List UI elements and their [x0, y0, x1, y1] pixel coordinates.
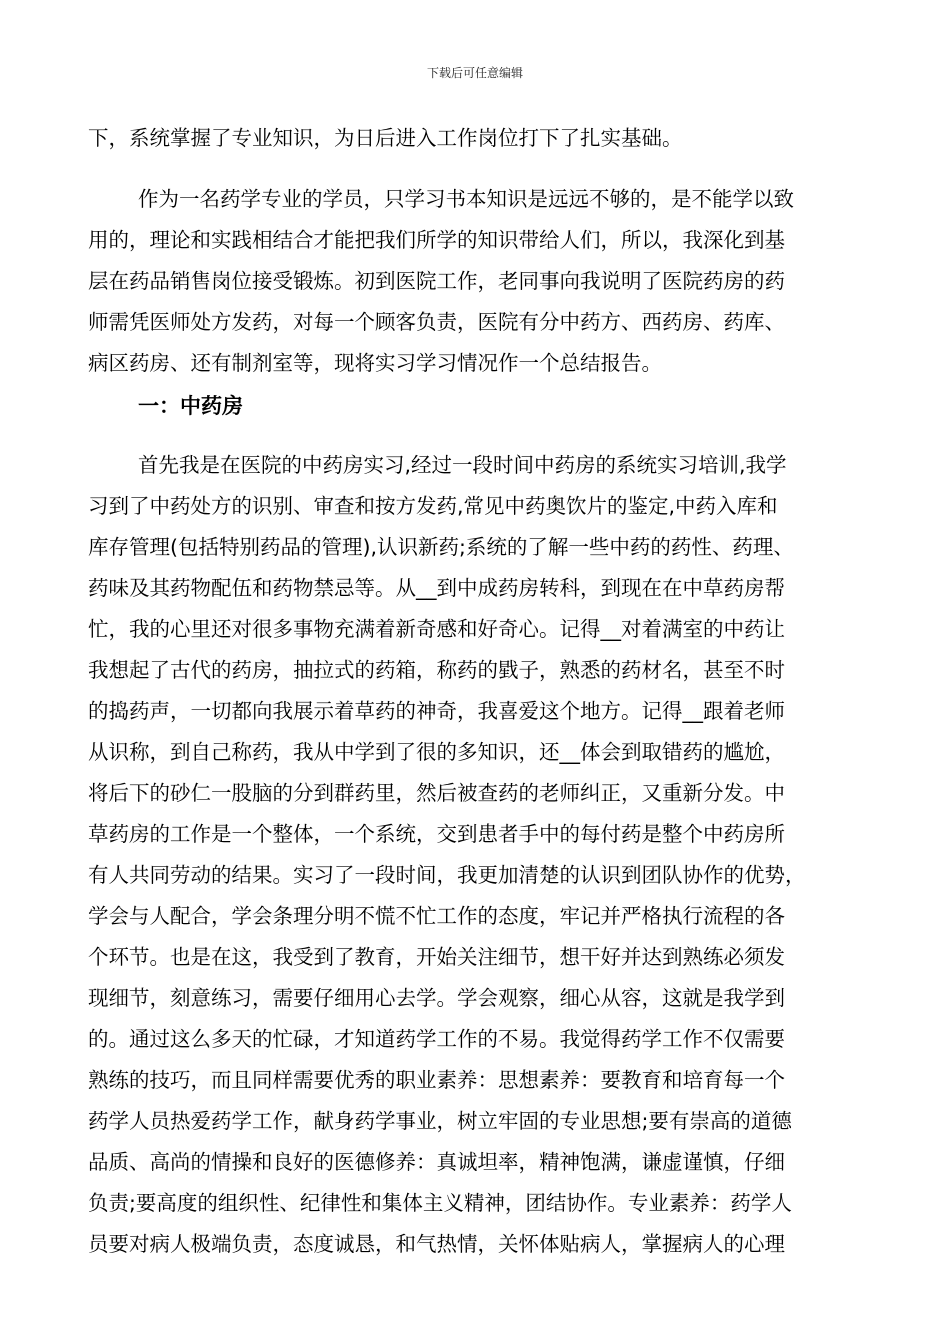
text-line: 熟练的技巧，而且同样需要优秀的职业素养：思想素养：要教育和培育每一个 — [88, 1068, 785, 1092]
text-line: 有人共同劳动的结果。实习了一段时间，我更加清楚的认识到团队协作的优势， — [88, 863, 806, 887]
text-line: 现细节，刻意练习，需要仔细用心去学。学会观察，细心从容，这就是我学到 — [88, 986, 785, 1010]
text-line: 员要对病人极端负责，态度诚恳，和气热情，关怀体贴病人，掌握病人的心理 — [88, 1232, 785, 1256]
text-line: 的。通过这么多天的忙碌，才知道药学工作的不易。我觉得药学工作不仅需要 — [88, 1027, 785, 1051]
text-line: 师需凭医师处方发药，对每一个顾客负责，医院有分中药方、西药房、药库、 — [88, 310, 785, 334]
text-line: 药学人员热爱药学工作，献身药学事业，树立牢固的专业思想;要有崇高的道德 — [88, 1109, 792, 1133]
text-line: 学会与人配合，学会条理分明不慌不忙工作的态度，牢记并严格执行流程的各 — [88, 904, 785, 928]
header-note: 下载后可任意编辑 — [426, 66, 523, 80]
section-heading: 一：中药房 — [138, 394, 243, 418]
text-line: 草药房的工作是一个整体，一个系统，交到患者手中的每付药是整个中药房所 — [88, 822, 785, 846]
text-line: 负责;要高度的组织性、纪律性和集体主义精神，团结协作。专业素养：药学人 — [88, 1191, 792, 1215]
text-line: 下，系统掌握了专业知识，为日后进入工作岗位打下了扎实基础。 — [88, 126, 683, 150]
text-line: 忙，我的心里还对很多事物充满着新奇感和好奇心。记得__对着满室的中药让 — [88, 617, 785, 641]
text-line: 药味及其药物配伍和药物禁忌等。从__到中成药房转科，到现在在中草药房帮 — [88, 576, 785, 600]
text-line: 的捣药声，一切都向我展示着草药的神奇，我喜爱这个地方。记得__跟着老师 — [88, 699, 785, 723]
text-line: 从识称，到自己称药，我从中学到了很的多知识，还__体会到取错药的尴尬， — [88, 740, 785, 764]
text-line: 将后下的砂仁一股脑的分到群药里，然后被查药的老师纠正，又重新分发。中 — [88, 781, 785, 805]
text-line: 个环节。也是在这，我受到了教育，开始关注细节，想干好并达到熟练必须发 — [88, 945, 785, 969]
text-line: 品质、高尚的情操和良好的医德修养：真诚坦率，精神饱满，谦虚谨慎，仔细 — [88, 1150, 785, 1174]
text-line: 作为一名药学专业的学员，只学习书本知识是远远不够的，是不能学以致 — [138, 187, 794, 211]
text-line: 层在药品销售岗位接受锻炼。初到医院工作，老同事向我说明了医院药房的药 — [88, 269, 785, 293]
text-line: 首先我是在医院的中药房实习,经过一段时间中药房的系统实习培训,我学 — [138, 453, 787, 477]
text-line: 我想起了古代的药房，抽拉式的药箱，称药的戥子，熟悉的药材名，甚至不时 — [88, 658, 785, 682]
text-line: 库存管理(包括特别药品的管理),认识新药;系统的了解一些中药的药性、药理、 — [88, 535, 794, 559]
text-line: 病区药房、还有制剂室等，现将实习学习情况作一个总结报告。 — [88, 351, 662, 375]
text-line: 用的，理论和实践相结合才能把我们所学的知识带给人们，所以，我深化到基 — [88, 228, 785, 252]
text-line: 习到了中药处方的识别、审查和按方发药,常见中药奥饮片的鉴定,中药入库和 — [88, 494, 778, 518]
